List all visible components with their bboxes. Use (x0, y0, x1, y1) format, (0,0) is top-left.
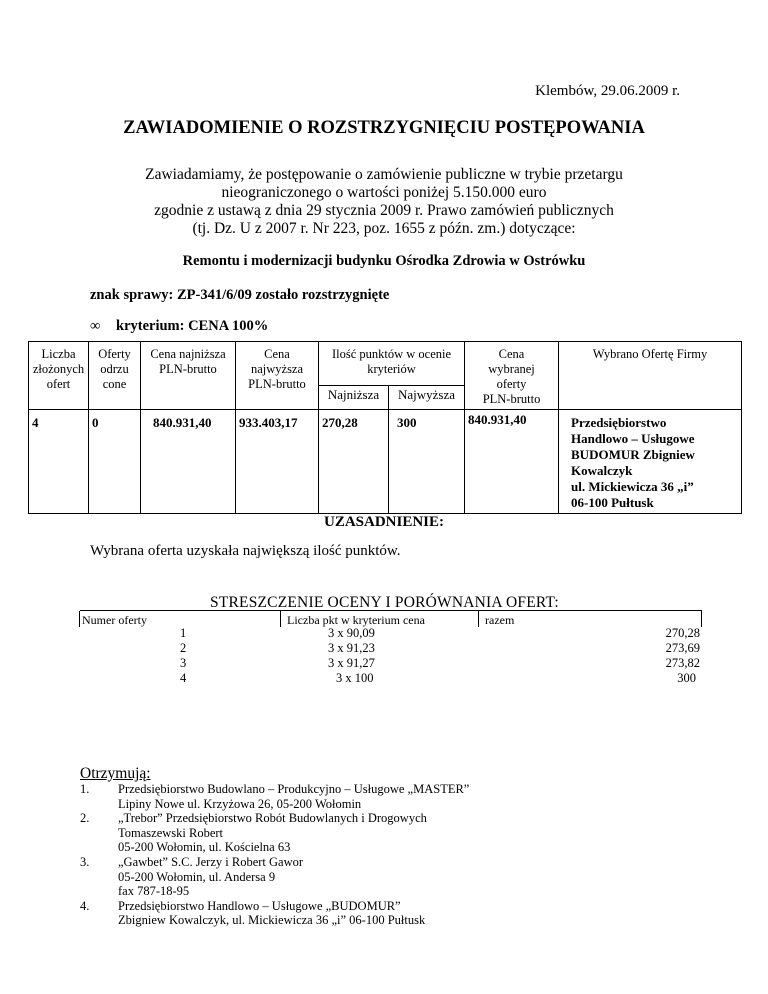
summary-header-total: razem (485, 613, 515, 627)
intro-paragraph (0, 166, 768, 238)
list-item: 2. „Trebor” Przedsiębiorstwo Robót Budowlanych i Drogowych Tomaszewski Robert 05-200 Wołomin, ul. Kościelna 63 (80, 811, 427, 855)
criterion-text: kryterium: CENA 100% (116, 318, 269, 334)
header-points-high: Najwyższa (389, 386, 465, 410)
document-title: ZAWIADOMIENIE O ROZSTRZYGNIĘCIU POSTĘPOWANIA (123, 118, 645, 138)
case-number-line: znak sprawy: ZP-341/6/09 zostało rozstrzygnięte (90, 287, 390, 303)
justification-text: Wybrana oferta uzyskała największą ilość punktów. (90, 543, 401, 559)
intro-line: zgodnie z ustawą z dnia 29 stycznia 2009 r. Prawo zamówień publicznych (154, 202, 614, 219)
header-rejected: Oferty odrzu cone (89, 342, 141, 410)
procurement-subject: Remontu i modernizacji budynku Ośrodka Zdrowia w Ostrówku (182, 253, 586, 269)
summary-header-points: Liczba pkt w kryterium cena (287, 613, 425, 627)
header-chosen-price: Cena wybranej oferty PLN-brutto (465, 342, 559, 410)
justification-heading: UZASADNIENIE: (323, 514, 445, 530)
summary-row: 1 3 x 90,09 270,28 (180, 626, 700, 640)
cell-lowest-price: 840.931,40 (141, 410, 236, 514)
intro-line: Zawiadamiamy, że postępowanie o zamówienie publiczne w trybie przetargu (145, 166, 623, 183)
table-header-row (29, 342, 742, 386)
header-points-low: Najniższa (319, 386, 389, 410)
recipients-list (80, 782, 720, 928)
cell-points-high: 300 (389, 410, 465, 514)
summary-title: STRESZCZENIE OCENY I PORÓWNANIA OFERT: (210, 594, 559, 611)
header-highest-price: Cena najwyższa PLN-brutto (236, 342, 319, 410)
summary-header-number: Numer oferty (82, 613, 147, 627)
list-item: 4. Przedsiębiorstwo Handlowo – Usługowe „BUDOMUR” Zbigniew Kowalczyk, ul. Mickiewicza 36 „i” 06-100 Pułtusk (80, 898, 426, 928)
cell-highest-price: 933.403,17 (236, 410, 319, 514)
intro-line: (tj. Dz. U z 2007 r. Nr 223, poz. 1655 z późn. zm.) dotyczące: (192, 220, 576, 237)
cell-rejected: 0 (89, 410, 141, 514)
list-item: 1. Przedsiębiorstwo Budowlano – Produkcyjno – Usługowe „MASTER” Lipiny Nowe ul. Krzyżowa 26, 05-200 Wołomin (80, 782, 470, 811)
summary-row: 3 3 x 91,27 273,82 (180, 656, 700, 670)
table-row (29, 410, 742, 514)
intro-line: nieograniczonego o wartości poniżej 5.150.000 euro (221, 184, 547, 201)
summary-row: 2 3 x 91,23 273,69 (180, 641, 700, 655)
infinity-bullet-icon: ∞ (90, 318, 101, 334)
cell-chosen-price: 840.931,40 (465, 410, 559, 514)
header-lowest-price: Cena najniższa PLN-brutto (141, 342, 236, 410)
header-offers-count: Liczba złożonych ofert (29, 342, 89, 410)
criterion-line (90, 318, 268, 335)
cell-points-low: 270,28 (319, 410, 389, 514)
recipients-heading: Otrzymują: (80, 765, 151, 782)
summary-table (80, 610, 702, 684)
document-date: Klembów, 29.06.2009 r. (535, 83, 680, 99)
summary-row: 4 3 x 100 300 (180, 671, 696, 685)
cell-offers-count: 4 (29, 410, 89, 514)
results-table (28, 341, 742, 514)
header-points: Ilość punktów w ocenie kryteriów (319, 342, 465, 386)
list-item: 3. „Gawbet” S.C. Jerzy i Robert Gawor 05-200 Wołomin, ul. Andersa 9 fax 787-18-95 (80, 854, 304, 899)
cell-chosen-firm: Przedsiębiorstwo Handlowo – Usługowe BUDOMUR Zbigniew Kowalczyk ul. Mickiewicza 36 „i” 06-100 Pułtusk (559, 410, 742, 514)
header-chosen-firm: Wybrano Ofertę Firmy (559, 342, 742, 410)
